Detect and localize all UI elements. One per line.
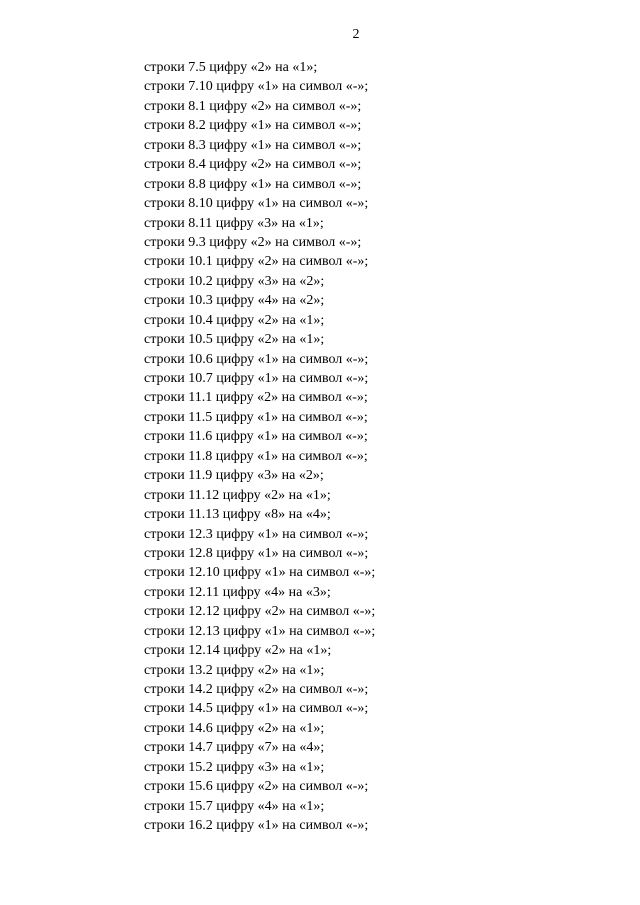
list-item: строки 12.8 цифру «1» на символ «-»; [144,545,369,561]
list-item: строки 11.8 цифру «1» на символ «-»; [144,448,368,464]
list-item: строки 10.6 цифру «1» на символ «-»; [144,351,369,367]
list-item: строки 13.2 цифру «2» на «1»; [144,662,325,678]
list-item: строки 14.6 цифру «2» на «1»; [144,720,325,736]
list-item: строки 8.3 цифру «1» на символ «-»; [144,137,362,153]
list-item: строки 15.7 цифру «4» на «1»; [144,798,325,814]
list-item: строки 10.2 цифру «3» на «2»; [144,273,325,289]
page-number: 2 [352,27,360,42]
list-item: строки 11.12 цифру «2» на «1»; [144,487,331,503]
list-item: строки 14.5 цифру «1» на символ «-»; [144,701,369,717]
list-item: строки 12.10 цифру «1» на символ «-»; [144,565,376,581]
list-item: строки 10.1 цифру «2» на символ «-»; [144,254,369,270]
list-item: строки 8.4 цифру «2» на символ «-»; [144,157,362,173]
list-item: строки 11.13 цифру «8» на «4»; [144,507,331,523]
list-item: строки 12.13 цифру «1» на символ «-»; [144,623,376,639]
list-item: строки 10.5 цифру «2» на «1»; [144,332,325,348]
list-item: строки 12.12 цифру «2» на символ «-»; [144,604,376,620]
list-item: строки 9.3 цифру «2» на символ «-»; [144,234,362,250]
list-item: строки 12.14 цифру «2» на «1»; [144,643,332,659]
list-item: строки 10.3 цифру «4» на «2»; [144,293,325,309]
list-item: строки 8.11 цифру «3» на «1»; [144,215,324,231]
list-item: строки 11.5 цифру «1» на символ «-»; [144,409,368,425]
list-item: строки 10.7 цифру «1» на символ «-»; [144,371,369,386]
list-item: строки 15.2 цифру «3» на «1»; [144,759,325,775]
list-item: строки 11.9 цифру «3» на «2»; [144,468,324,484]
list-item: строки 11.1 цифру «2» на символ «-»; [144,390,368,406]
list-item: строки 8.2 цифру «1» на символ «-»; [144,118,362,134]
list-item: строки 14.7 цифру «7» на «4»; [144,740,325,756]
list-item: строки 8.10 цифру «1» на символ «-»; [144,196,369,212]
list-item: строки 8.1 цифру «2» на символ «-»; [144,98,362,114]
list-item: строки 7.10 цифру «1» на символ «-»; [144,79,369,95]
list-item: строки 16.2 цифру «1» на символ «-»; [144,818,369,834]
list-item: строки 8.8 цифру «1» на символ «-»; [144,176,362,192]
list-item: строки 11.6 цифру «1» на символ «-»; [144,429,368,445]
list-item: строки 12.11 цифру «4» на «3»; [144,584,331,600]
list-item: строки 10.4 цифру «2» на «1»; [144,312,325,328]
amendment-list [144,58,375,836]
list-item: строки 12.3 цифру «1» на символ «-»; [144,526,369,542]
list-item: строки 15.6 цифру «2» на символ «-»; [144,779,369,795]
list-item: строки 7.5 цифру «2» на «1»; [144,60,318,75]
list-item: строки 14.2 цифру «2» на символ «-»; [144,682,369,697]
